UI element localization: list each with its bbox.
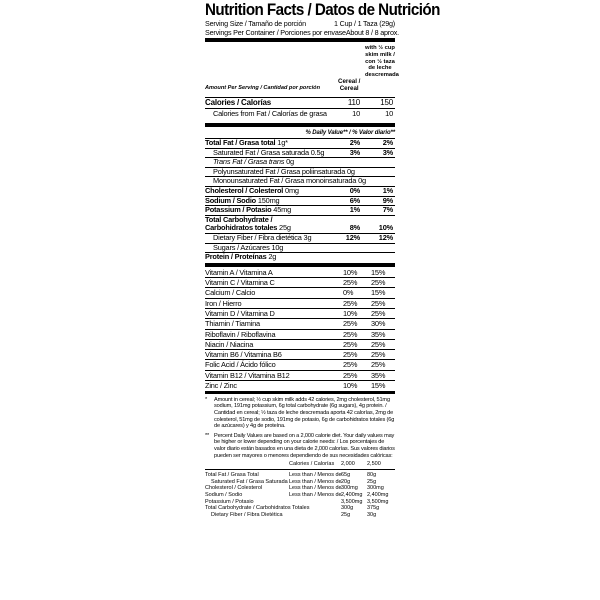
vitamin-dv-cereal: 25% bbox=[343, 329, 358, 339]
nutrient-label: Monounsaturated Fat / Grasa monoinsaturada bbox=[213, 176, 357, 186]
dv-table-rows bbox=[205, 472, 395, 518]
serving-size-label: Serving Size / Tamaño de porción bbox=[205, 19, 306, 28]
footnote-daily-value: ** Percent Daily Values are based on a 2,000 calorie diet. Your daily values may be higher or lower depending on your calorie needs: / Los porcentajes de valor diario están basados en una dieta de 2,000 calorías. Sus valores diarios pueden ser mayores o menores dependiendo de sus necesidades calóricas: bbox=[205, 432, 395, 459]
dv-table-label: Total Fat / Grasa Total bbox=[205, 472, 259, 479]
vitamin-row bbox=[205, 340, 395, 349]
nutrient-dv-cereal: 2% bbox=[349, 138, 360, 147]
vitamin-dv-milk: 25% bbox=[371, 360, 386, 370]
vitamin-row bbox=[205, 268, 395, 277]
nutrient-amount: 0mg bbox=[285, 185, 299, 195]
cereal-column-header: Cereal / Cereal bbox=[338, 78, 361, 92]
vitamin-dv-cereal: 25% bbox=[343, 278, 358, 288]
divider bbox=[205, 469, 395, 470]
nutrient-dv-cereal: 1% bbox=[349, 205, 360, 215]
nutrient-row bbox=[205, 158, 395, 167]
dv-table-label: Sodium / Sodio bbox=[205, 491, 243, 498]
servings-per-container-row bbox=[205, 27, 399, 38]
servings-per-container-label: Servings Per Container / Porciones por envase bbox=[205, 27, 346, 37]
vitamin-dv-milk: 25% bbox=[371, 308, 386, 318]
vitamin-dv-milk: 35% bbox=[371, 329, 386, 339]
nutrient-dv-cereal: 6% bbox=[349, 195, 360, 205]
dv-table-cell-x: 300mg bbox=[341, 485, 358, 492]
servings-per-container-value: About 8 / 8 aprox. bbox=[345, 27, 399, 37]
dv-table-row bbox=[205, 485, 395, 492]
nutrition-facts-label bbox=[205, 0, 440, 600]
nutrient-amount: 1g* bbox=[277, 138, 288, 147]
footnotes bbox=[205, 397, 395, 459]
calories-row: Calories / Calorías 110 150 bbox=[205, 98, 393, 107]
nutrient-amount: 150mg bbox=[257, 195, 280, 205]
vitamin-dv-milk: 25% bbox=[371, 339, 386, 349]
vitamin-label: Vitamin C / Vitamina C bbox=[205, 278, 275, 288]
divider-thick bbox=[205, 263, 395, 267]
nutrient-amount: 0g bbox=[346, 166, 355, 176]
vitamin-row bbox=[205, 299, 395, 308]
vitamin-row bbox=[205, 371, 395, 380]
vitamin-dv-milk: 25% bbox=[371, 278, 386, 288]
column-header bbox=[205, 43, 399, 97]
calories-from-fat-row: Calories from Fat / Calorías de grasa 10 10 bbox=[213, 109, 393, 118]
dv-table-cell-x: 25g bbox=[341, 511, 351, 518]
dv-table-cell-y: 300mg bbox=[367, 485, 384, 492]
vitamin-label: Riboflavin / Riboflavina bbox=[205, 329, 276, 339]
dv-table-row bbox=[205, 512, 395, 519]
nutrient-label: Cholesterol / Colesterol bbox=[205, 185, 284, 195]
daily-value-header: % Daily Value** / % Valor diario** bbox=[305, 130, 395, 136]
vitamin-list bbox=[205, 268, 395, 391]
vitamin-row bbox=[205, 350, 395, 359]
nutrient-row bbox=[205, 177, 395, 186]
amount-per-serving-label: Amount Per Serving / Cantidad por porción bbox=[205, 85, 320, 91]
vitamin-label: Niacin / Niacina bbox=[205, 339, 254, 349]
vitamin-dv-milk: 15% bbox=[371, 267, 386, 277]
nutrient-row bbox=[205, 187, 395, 196]
carbohydrate-row-2: Carbohidratos totales 25g 8% 10% bbox=[205, 223, 393, 233]
dv-table-cell-y: 25g bbox=[367, 478, 377, 485]
nutrient-row bbox=[205, 197, 395, 206]
vitamin-label: Thiamin / Tiamina bbox=[205, 319, 260, 329]
nutrient-dv-milk: 2% bbox=[382, 138, 393, 147]
nutrient-dv-milk: 1% bbox=[382, 185, 393, 195]
dv-table-row bbox=[205, 499, 395, 506]
vitamin-dv-cereal: 25% bbox=[343, 370, 358, 380]
dv-table-row bbox=[205, 479, 395, 486]
nutrient-row bbox=[205, 206, 395, 215]
nutrient-label: Total Fat / Grasa total bbox=[205, 138, 276, 147]
dv-table-label: Total Carbohydrate / Carbohidratos Totales bbox=[205, 505, 310, 512]
vitamin-label: Calcium / Calcio bbox=[205, 288, 256, 298]
vitamin-row bbox=[205, 288, 395, 297]
footnote-amount: * Amount in cereal; ½ cup skim milk adds 42 calories, 2mg cholesterol, 51mg sodium, 191mg potassium, 6g total carbohydrate (6g sugars), 4g protein. / Cantidad en cereal; ½ taza de leche descremada aporta 42 calorías, 2mg de colesterol, 51mg de sodio, 191mg de potasio, 6g de carbohidratos totales (6g de azúcares) y 4g de proteína. bbox=[205, 396, 395, 430]
milk-column-header: with ½ cup skim milk / con ½ taza de leche descremada bbox=[365, 45, 399, 79]
nutrient-dv-cereal: 3% bbox=[349, 147, 360, 157]
divider-thick bbox=[205, 123, 395, 127]
nutrient-row bbox=[205, 139, 395, 148]
dv-table-cell-x: 65g bbox=[341, 472, 351, 479]
vitamin-dv-cereal: 25% bbox=[343, 319, 358, 329]
nutrient-dv-milk: 7% bbox=[382, 205, 393, 215]
vitamin-dv-milk: 15% bbox=[371, 380, 386, 390]
dv-table-cell-x: 20g bbox=[341, 478, 351, 485]
protein-row: Protein / Proteínas 2g bbox=[205, 252, 277, 262]
vitamin-label: Vitamin A / Vitamina A bbox=[205, 267, 273, 277]
dv-table-cell-y: 2,400mg bbox=[367, 491, 389, 498]
dv-table-label: Potassium / Potasio bbox=[205, 498, 254, 505]
nutrient-label: Potassium / Potasio bbox=[205, 205, 272, 215]
vitamin-row bbox=[205, 330, 395, 339]
dv-table-cell-y: 375g bbox=[367, 505, 380, 512]
nutrient-list bbox=[205, 139, 395, 216]
dv-table-head: Calories / Calorías 2,000 2,500 bbox=[289, 461, 381, 468]
nutrient-label: Polyunsaturated Fat / Grasa poliinsaturada bbox=[213, 166, 346, 176]
dv-table-cell-x: 2,400mg bbox=[341, 491, 363, 498]
dv-table-cell-x: 300g bbox=[341, 505, 354, 512]
vitamin-dv-cereal: 25% bbox=[343, 298, 358, 308]
label-title: Nutrition Facts / Datos de Nutrición bbox=[205, 1, 440, 19]
dv-table-cell-a: Less than / Menos de bbox=[289, 478, 342, 485]
dv-table-row bbox=[205, 492, 395, 499]
vitamin-dv-cereal: 25% bbox=[343, 360, 358, 370]
vitamin-row bbox=[205, 360, 395, 369]
vitamin-row bbox=[205, 319, 395, 328]
dv-table-cell-y: 80g bbox=[367, 472, 377, 479]
fiber-row: Dietary Fiber / Fibra dietética 3g 12% 12% bbox=[213, 232, 393, 242]
dv-table-cell-a: Less than / Menos de bbox=[289, 491, 342, 498]
vitamin-row bbox=[205, 381, 395, 390]
dv-table-row bbox=[205, 505, 395, 512]
divider-mid bbox=[205, 391, 395, 394]
nutrient-amount: 45mg bbox=[273, 205, 291, 215]
nutrient-row bbox=[205, 168, 395, 177]
dv-table-cell-a: Less than / Menos de bbox=[289, 485, 342, 492]
vitamin-dv-milk: 25% bbox=[371, 298, 386, 308]
dv-table-cell-a: Less than / Menos de bbox=[289, 472, 342, 479]
nutrient-label: Trans Fat / Grasa trans bbox=[213, 157, 285, 167]
dv-table-cell-x: 3,500mg bbox=[341, 498, 363, 505]
vitamin-label: Vitamin B12 / Vitamina B12 bbox=[205, 370, 290, 380]
nutrient-label: Saturated Fat / Grasa saturada bbox=[213, 147, 309, 157]
nutrient-label: Sodium / Sodio bbox=[205, 195, 256, 205]
vitamin-label: Vitamin B6 / Vitamina B6 bbox=[205, 350, 282, 360]
vitamin-dv-milk: 15% bbox=[371, 288, 386, 298]
vitamin-row bbox=[205, 278, 395, 287]
carbohydrate-row: Total Carbohydrate / bbox=[205, 214, 273, 224]
vitamin-dv-cereal: 10% bbox=[343, 380, 358, 390]
vitamin-dv-cereal: 0% bbox=[343, 288, 354, 298]
dv-table-label: Cholesterol / Colesterol bbox=[205, 485, 263, 492]
vitamin-dv-cereal: 10% bbox=[343, 267, 358, 277]
nutrient-row bbox=[205, 149, 395, 158]
vitamin-dv-milk: 35% bbox=[371, 370, 386, 380]
nutrient-amount: 0.5g bbox=[310, 147, 325, 157]
vitamin-dv-cereal: 10% bbox=[343, 308, 358, 318]
vitamin-dv-milk: 30% bbox=[371, 319, 386, 329]
divider-thick bbox=[205, 38, 395, 42]
dv-table-cell-y: 30g bbox=[367, 511, 377, 518]
vitamin-label: Zinc / Zinc bbox=[205, 380, 237, 390]
sugars-row: Sugars / Azúcares 10g bbox=[213, 242, 284, 252]
dv-table-row bbox=[205, 472, 395, 479]
vitamin-row bbox=[205, 309, 395, 318]
nutrient-dv-cereal: 0% bbox=[349, 185, 360, 195]
nutrient-amount: 0g bbox=[286, 157, 294, 167]
vitamin-label: Folic Acid / Ácido fólico bbox=[205, 360, 276, 370]
dv-table-label: Saturated Fat / Grasa Saturada bbox=[211, 478, 288, 485]
vitamin-dv-milk: 25% bbox=[371, 350, 386, 360]
vitamin-dv-cereal: 25% bbox=[343, 339, 358, 349]
vitamin-label: Vitamin D / Vitamina D bbox=[205, 308, 275, 318]
vitamin-dv-cereal: 25% bbox=[343, 350, 358, 360]
dv-table-cell-y: 3,500mg bbox=[367, 498, 389, 505]
daily-value-table bbox=[205, 461, 395, 518]
vitamin-label: Iron / Hierro bbox=[205, 298, 242, 308]
nutrient-dv-milk: 3% bbox=[382, 147, 393, 157]
nutrient-dv-milk: 9% bbox=[382, 195, 393, 205]
serving-size-value: 1 Cup / 1 Taza (29g) bbox=[334, 19, 395, 28]
dv-table-label: Dietary Fiber / Fibra Dietética bbox=[211, 511, 283, 518]
nutrient-amount: 0g bbox=[358, 176, 366, 186]
